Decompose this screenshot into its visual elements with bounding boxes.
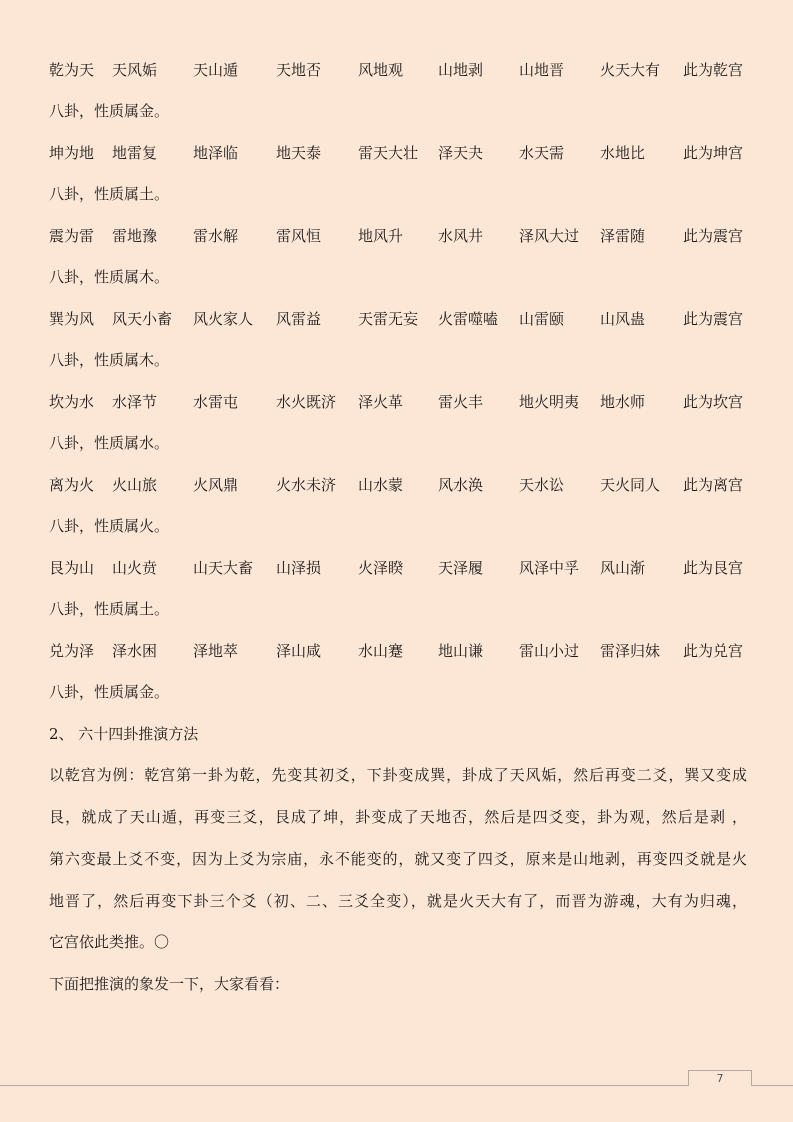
gua-cell: 坎为水 bbox=[49, 393, 95, 411]
gua-row-continuation: 八卦，性质属土。 bbox=[49, 185, 170, 203]
paragraph-line: 以乾宫为例：乾宫第一卦为乾，先变其初爻，下卦变成巽，卦成了天风姤，然后再变二爻，巽又变成 bbox=[49, 766, 747, 784]
paragraph-line: 艮，就成了天山遁，再变三爻，艮成了坤，卦变成了天地否，然后是四爻变，卦为观，然后是剥 ， bbox=[49, 808, 747, 826]
gua-row bbox=[49, 639, 749, 663]
gua-cell: 火泽睽 bbox=[358, 559, 404, 577]
gua-cell: 水雷屯 bbox=[193, 393, 239, 411]
gua-cell: 兑为泽 bbox=[49, 642, 95, 660]
gua-cell: 风天小畜 bbox=[112, 310, 173, 328]
gua-cell: 火水未济 bbox=[276, 476, 337, 494]
closing-line: 下面把推演的象发一下，大家看看： bbox=[49, 975, 290, 993]
gua-cell: 天泽履 bbox=[438, 559, 484, 577]
gua-cell: 天风姤 bbox=[112, 61, 158, 79]
gua-cell: 艮为山 bbox=[49, 559, 95, 577]
gua-cell: 天水讼 bbox=[519, 476, 565, 494]
gua-row bbox=[49, 473, 749, 497]
gua-cell: 天火同人 bbox=[600, 476, 661, 494]
gua-cell: 地雷复 bbox=[112, 144, 158, 162]
section-heading: 2、 六十四卦推演方法 bbox=[49, 725, 199, 743]
gua-cell: 泽地萃 bbox=[193, 642, 239, 660]
gua-cell: 水山蹇 bbox=[358, 642, 404, 660]
gua-cell: 山火贲 bbox=[112, 559, 158, 577]
gua-cell: 雷风恒 bbox=[276, 227, 322, 245]
gua-cell: 地火明夷 bbox=[519, 393, 580, 411]
gua-cell: 地山谦 bbox=[438, 642, 484, 660]
gua-cell: 雷山小过 bbox=[519, 642, 580, 660]
gua-cell: 山地晋 bbox=[519, 61, 565, 79]
gua-cell: 水天需 bbox=[519, 144, 565, 162]
gua-cell: 乾为天 bbox=[49, 61, 95, 79]
gua-cell: 天地否 bbox=[276, 61, 322, 79]
gua-cell: 震为雷 bbox=[49, 227, 95, 245]
gua-row-continuation: 八卦，性质属金。 bbox=[49, 102, 170, 120]
gua-cell: 火天大有 bbox=[600, 61, 661, 79]
gua-cell: 山地剥 bbox=[438, 61, 484, 79]
gua-row-continuation: 八卦，性质属水。 bbox=[49, 434, 170, 452]
gua-cell: 火雷噬嗑 bbox=[438, 310, 499, 328]
gua-palace-label: 此为震宫 bbox=[683, 310, 744, 328]
gua-cell: 泽天夬 bbox=[438, 144, 484, 162]
gua-row bbox=[49, 556, 749, 580]
gua-row bbox=[49, 224, 749, 248]
gua-cell: 风地观 bbox=[358, 61, 404, 79]
gua-row-continuation: 八卦，性质属木。 bbox=[49, 351, 170, 369]
gua-cell: 雷水解 bbox=[193, 227, 239, 245]
gua-cell: 火山旅 bbox=[112, 476, 158, 494]
footer-divider bbox=[0, 1085, 793, 1086]
gua-cell: 天雷无妄 bbox=[358, 310, 419, 328]
gua-cell: 泽风大过 bbox=[519, 227, 580, 245]
gua-cell: 水泽节 bbox=[112, 393, 158, 411]
gua-cell: 巽为风 bbox=[49, 310, 95, 328]
gua-cell: 山风蛊 bbox=[600, 310, 646, 328]
gua-cell: 山雷颐 bbox=[519, 310, 565, 328]
gua-cell: 风水涣 bbox=[438, 476, 484, 494]
gua-cell: 雷天大壮 bbox=[358, 144, 419, 162]
gua-cell: 天山遁 bbox=[193, 61, 239, 79]
gua-row bbox=[49, 58, 749, 82]
gua-cell: 离为火 bbox=[49, 476, 95, 494]
gua-cell: 泽雷随 bbox=[600, 227, 646, 245]
gua-palace-label: 此为离宫 bbox=[683, 476, 744, 494]
gua-row-continuation: 八卦，性质属火。 bbox=[49, 517, 170, 535]
gua-row bbox=[49, 307, 749, 331]
gua-cell: 水火既济 bbox=[276, 393, 337, 411]
gua-cell: 泽水困 bbox=[112, 642, 158, 660]
paragraph-line: 地晋了，然后再变下卦三个爻（初、二、三爻全变），就是火天大有了，而晋为游魂，大有为归魂， bbox=[49, 892, 747, 910]
gua-cell: 风山渐 bbox=[600, 559, 646, 577]
gua-row-continuation: 八卦，性质属土。 bbox=[49, 600, 170, 618]
gua-cell: 火风鼎 bbox=[193, 476, 239, 494]
gua-cell: 雷火丰 bbox=[438, 393, 484, 411]
gua-cell: 雷地豫 bbox=[112, 227, 158, 245]
gua-cell: 地天泰 bbox=[276, 144, 322, 162]
gua-cell: 风火家人 bbox=[193, 310, 254, 328]
gua-cell: 风泽中孚 bbox=[519, 559, 580, 577]
gua-palace-label: 此为坎宫 bbox=[683, 393, 744, 411]
paragraph-line: 它宫依此类推。〇 bbox=[49, 933, 170, 951]
gua-cell: 地泽临 bbox=[193, 144, 239, 162]
gua-cell: 山天大畜 bbox=[193, 559, 254, 577]
gua-palace-label: 此为震宫 bbox=[683, 227, 744, 245]
gua-cell: 泽山咸 bbox=[276, 642, 322, 660]
gua-palace-label: 此为坤宫 bbox=[683, 144, 744, 162]
gua-cell: 山水蒙 bbox=[358, 476, 404, 494]
gua-palace-label: 此为艮宫 bbox=[683, 559, 744, 577]
gua-cell: 泽火革 bbox=[358, 393, 404, 411]
gua-palace-label: 此为兑宫 bbox=[683, 642, 744, 660]
gua-cell: 地风升 bbox=[358, 227, 404, 245]
gua-cell: 雷泽归妹 bbox=[600, 642, 661, 660]
gua-row bbox=[49, 141, 749, 165]
gua-cell: 水地比 bbox=[600, 144, 646, 162]
page-number: 7 bbox=[688, 1070, 752, 1086]
gua-cell: 坤为地 bbox=[49, 144, 95, 162]
gua-cell: 水风井 bbox=[438, 227, 484, 245]
gua-row bbox=[49, 390, 749, 414]
gua-cell: 风雷益 bbox=[276, 310, 322, 328]
gua-palace-label: 此为乾宫 bbox=[683, 61, 744, 79]
gua-cell: 山泽损 bbox=[276, 559, 322, 577]
gua-row-continuation: 八卦，性质属金。 bbox=[49, 683, 170, 701]
gua-row-continuation: 八卦，性质属木。 bbox=[49, 268, 170, 286]
gua-cell: 地水师 bbox=[600, 393, 646, 411]
paragraph-line: 第六变最上爻不变，因为上爻为宗庙，永不能变的，就又变了四爻，原来是山地剥，再变四爻就是火 bbox=[49, 850, 747, 868]
